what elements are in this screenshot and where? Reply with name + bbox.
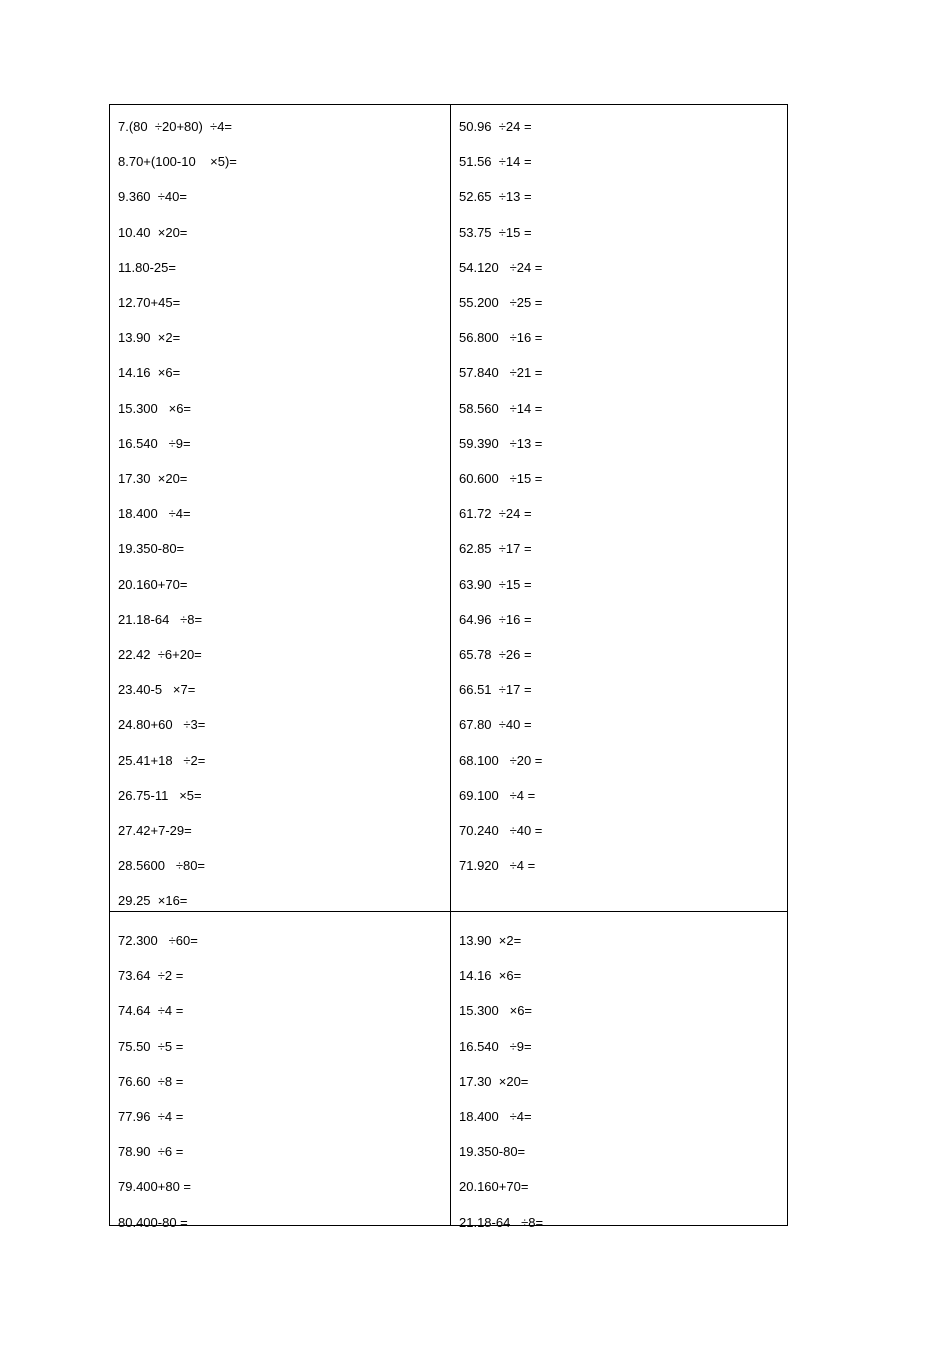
problem-line: 72.300 ÷60= bbox=[118, 933, 198, 948]
problem-line: 18.400 ÷4= bbox=[459, 1109, 532, 1124]
problem-line: 59.390 ÷13 = bbox=[459, 435, 543, 451]
problem-line: 55.200 ÷25 = bbox=[459, 295, 543, 310]
problem-line: 57.840 ÷21 = bbox=[459, 365, 543, 381]
problem-line: 54.120 ÷24 = bbox=[459, 259, 543, 275]
problem-line: 66.51 ÷17 = bbox=[459, 682, 532, 698]
problem-line: 23.40-5 ×7= bbox=[118, 682, 196, 698]
right-column bbox=[451, 105, 787, 911]
problem-line: 71.920 ÷4 = bbox=[459, 858, 536, 874]
problem-line: 27.42+7-29= bbox=[118, 823, 192, 838]
right-column bbox=[451, 911, 787, 1230]
problem-line: 20.160+70= bbox=[118, 576, 188, 592]
problem-line: 80.400-80 = bbox=[118, 1214, 188, 1230]
problem-line: 20.160+70= bbox=[459, 1179, 529, 1195]
problem-line: 14.16 ×6= bbox=[118, 365, 181, 381]
problem-line: 63.90 ÷15 = bbox=[459, 576, 532, 592]
problem-line: 11.80-25= bbox=[118, 259, 176, 275]
problem-line: 77.96 ÷4 = bbox=[118, 1109, 184, 1124]
problem-line: 16.540 ÷9= bbox=[459, 1038, 532, 1054]
problem-line: 21.18-64 ÷8= bbox=[459, 1214, 544, 1230]
problem-line: 69.100 ÷4 = bbox=[459, 787, 536, 803]
problem-line: 50.96 ÷24 = bbox=[459, 119, 532, 134]
problem-line: 56.800 ÷16 = bbox=[459, 330, 543, 346]
problem-line: 68.100 ÷20 = bbox=[459, 752, 543, 768]
problem-line: 26.75-11 ×5= bbox=[118, 787, 202, 803]
problem-line: 7.(80 ÷20+80) ÷4= bbox=[118, 119, 233, 134]
problem-line: 13.90 ×2= bbox=[459, 933, 522, 948]
problem-line: 10.40 ×20= bbox=[118, 224, 188, 240]
problem-line: 25.41+18 ÷2= bbox=[118, 752, 206, 768]
problem-line: 19.350-80= bbox=[459, 1144, 526, 1160]
problem-line: 12.70+45= bbox=[118, 295, 181, 310]
exercise-table bbox=[109, 104, 788, 1230]
problem-line: 17.30 ×20= bbox=[118, 471, 188, 486]
problem-line: 65.78 ÷26 = bbox=[459, 647, 532, 662]
problem-line: 29.25 ×16= bbox=[118, 893, 188, 909]
problem-line: 15.300 ×6= bbox=[118, 400, 192, 416]
problem-line: 67.80 ÷40 = bbox=[459, 717, 532, 733]
problem-line: 17.30 ×20= bbox=[459, 1073, 529, 1089]
problem-line: 53.75 ÷15 = bbox=[459, 224, 532, 240]
problem-line: 76.60 ÷8 = bbox=[118, 1073, 184, 1089]
problem-line: 15.300 ×6= bbox=[459, 1003, 533, 1019]
problem-line: 61.72 ÷24 = bbox=[459, 506, 532, 522]
problem-line: 52.65 ÷13 = bbox=[459, 189, 532, 205]
problem-line: 16.540 ÷9= bbox=[118, 435, 191, 451]
problem-line: 14.16 ×6= bbox=[459, 968, 522, 984]
table-section-2 bbox=[110, 911, 787, 1230]
left-column bbox=[110, 911, 451, 1230]
problem-line: 60.600 ÷15 = bbox=[459, 471, 543, 486]
problem-line: 70.240 ÷40 = bbox=[459, 823, 543, 838]
problem-line: 64.96 ÷16 = bbox=[459, 611, 532, 627]
table-section-1 bbox=[110, 105, 787, 912]
problem-line: 13.90 ×2= bbox=[118, 330, 181, 346]
problem-line: 62.85 ÷17 = bbox=[459, 541, 532, 557]
problem-line: 51.56 ÷14 = bbox=[459, 154, 532, 170]
problem-line: 8.70+(100-10 ×5)= bbox=[118, 154, 237, 170]
problem-line: 73.64 ÷2 = bbox=[118, 968, 184, 984]
problem-line: 78.90 ÷6 = bbox=[118, 1144, 184, 1160]
problem-line: 58.560 ÷14 = bbox=[459, 400, 543, 416]
problem-line: 75.50 ÷5 = bbox=[118, 1038, 184, 1054]
problem-line: 18.400 ÷4= bbox=[118, 506, 191, 522]
problem-line: 21.18-64 ÷8= bbox=[118, 611, 203, 627]
left-column bbox=[110, 105, 451, 911]
problem-line: 9.360 ÷40= bbox=[118, 189, 187, 205]
problem-line: 24.80+60 ÷3= bbox=[118, 717, 206, 733]
problem-line: 22.42 ÷6+20= bbox=[118, 647, 202, 662]
problem-line: 79.400+80 = bbox=[118, 1179, 192, 1195]
problem-line: 74.64 ÷4 = bbox=[118, 1003, 184, 1019]
problem-line: 19.350-80= bbox=[118, 541, 185, 557]
problem-line: 28.5600 ÷80= bbox=[118, 858, 206, 874]
